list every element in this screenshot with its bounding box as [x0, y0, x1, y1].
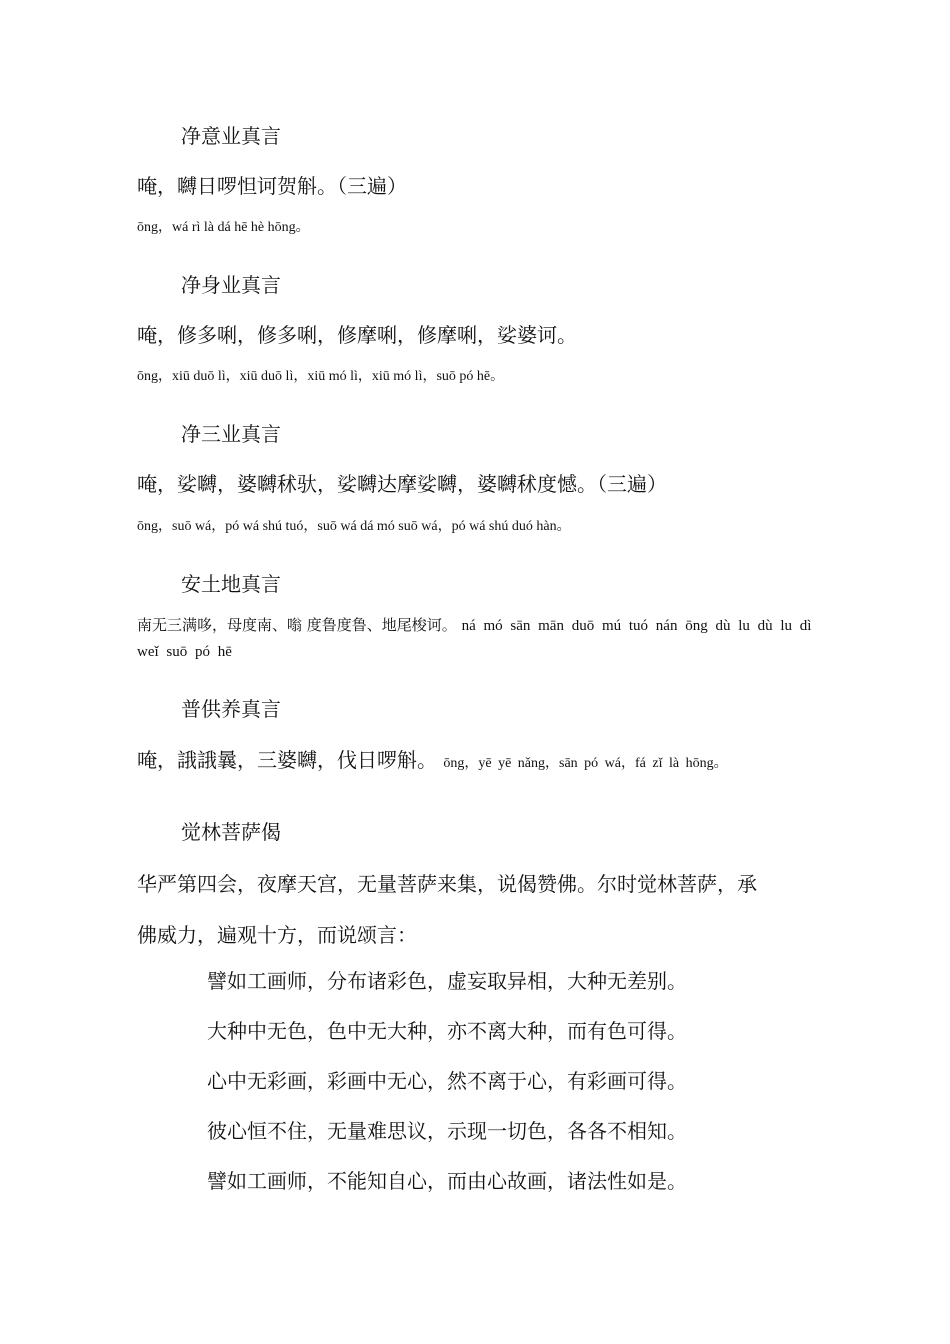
section-title-pu-gong-yang: 普供养真言 — [181, 697, 281, 721]
section-title-jing-san-ye: 净三业真言 — [181, 422, 281, 446]
verse-line: 譬如工画师，不能知自心，而由心故画，诸法性如是。 — [207, 1169, 687, 1193]
mantra-text: 南无三满哆，母度南、嗡 度鲁度鲁、地尾梭诃。 — [137, 616, 457, 634]
mantra-pinyin: ōng，suō wá，pó wá shú tuó，suō wá dá mó suō wá，pó wá shú duó hàn。 — [137, 519, 571, 534]
section-title-jing-yi-ye: 净意业真言 — [181, 124, 281, 148]
section-title-an-tu-di: 安土地真言 — [181, 572, 281, 596]
verse-line: 大种中无色，色中无大种，亦不离大种，而有色可得。 — [207, 1019, 687, 1043]
verse-line: 心中无彩画，彩画中无心，然不离于心，有彩画可得。 — [207, 1069, 687, 1093]
verse-line: 彼心恒不住，无量难思议，示现一切色，各各不相知。 — [207, 1119, 687, 1143]
mantra-text: 唵，嚩日啰怛诃贺斛。（三遍） — [137, 174, 407, 198]
mantra-line — [137, 747, 728, 777]
section-title-jue-lin-pu-sa: 觉林菩萨偈 — [181, 820, 281, 844]
mantra-pinyin: ōng，yē yē nǎng，sān pó wá，fá zǐ là hōng。 — [443, 756, 728, 771]
mantra-text: 唵，誐誐曩，三婆嚩，伐日啰斛。 — [137, 748, 437, 772]
mantra-text: 唵，修多唎，修多唎，修摩唎，修摩唎，娑婆诃。 — [137, 323, 577, 347]
mantra-pinyin: ōng，xiū duō lì，xiū duō lì，xiū mó lì，xiū mó lì，suō pó hē。 — [137, 369, 505, 384]
mantra-text: 唵，娑嚩，婆嚩秫驮，娑嚩达摩娑嚩，婆嚩秫度憾。（三遍） — [137, 472, 667, 496]
intro-line-1: 华严第四会，夜摩天宫，无量菩萨来集，说偈赞佛。尔时觉林菩萨，承 — [137, 872, 757, 896]
section-title-jing-shen-ye: 净身业真言 — [181, 273, 281, 297]
intro-line-2: 佛威力，遍观十方，而说颂言： — [137, 923, 417, 947]
mantra-block — [137, 613, 817, 665]
mantra-pinyin: ná mó sān mān duō mú tuó nán ōng dù lu dù lu dì weǐ suō pó hē — [137, 618, 812, 660]
verse-line: 譬如工画师，分布诸彩色，虚妄取异相，大种无差别。 — [207, 969, 687, 993]
mantra-pinyin: ōng，wá rì là dá hē hè hōng。 — [137, 220, 310, 235]
